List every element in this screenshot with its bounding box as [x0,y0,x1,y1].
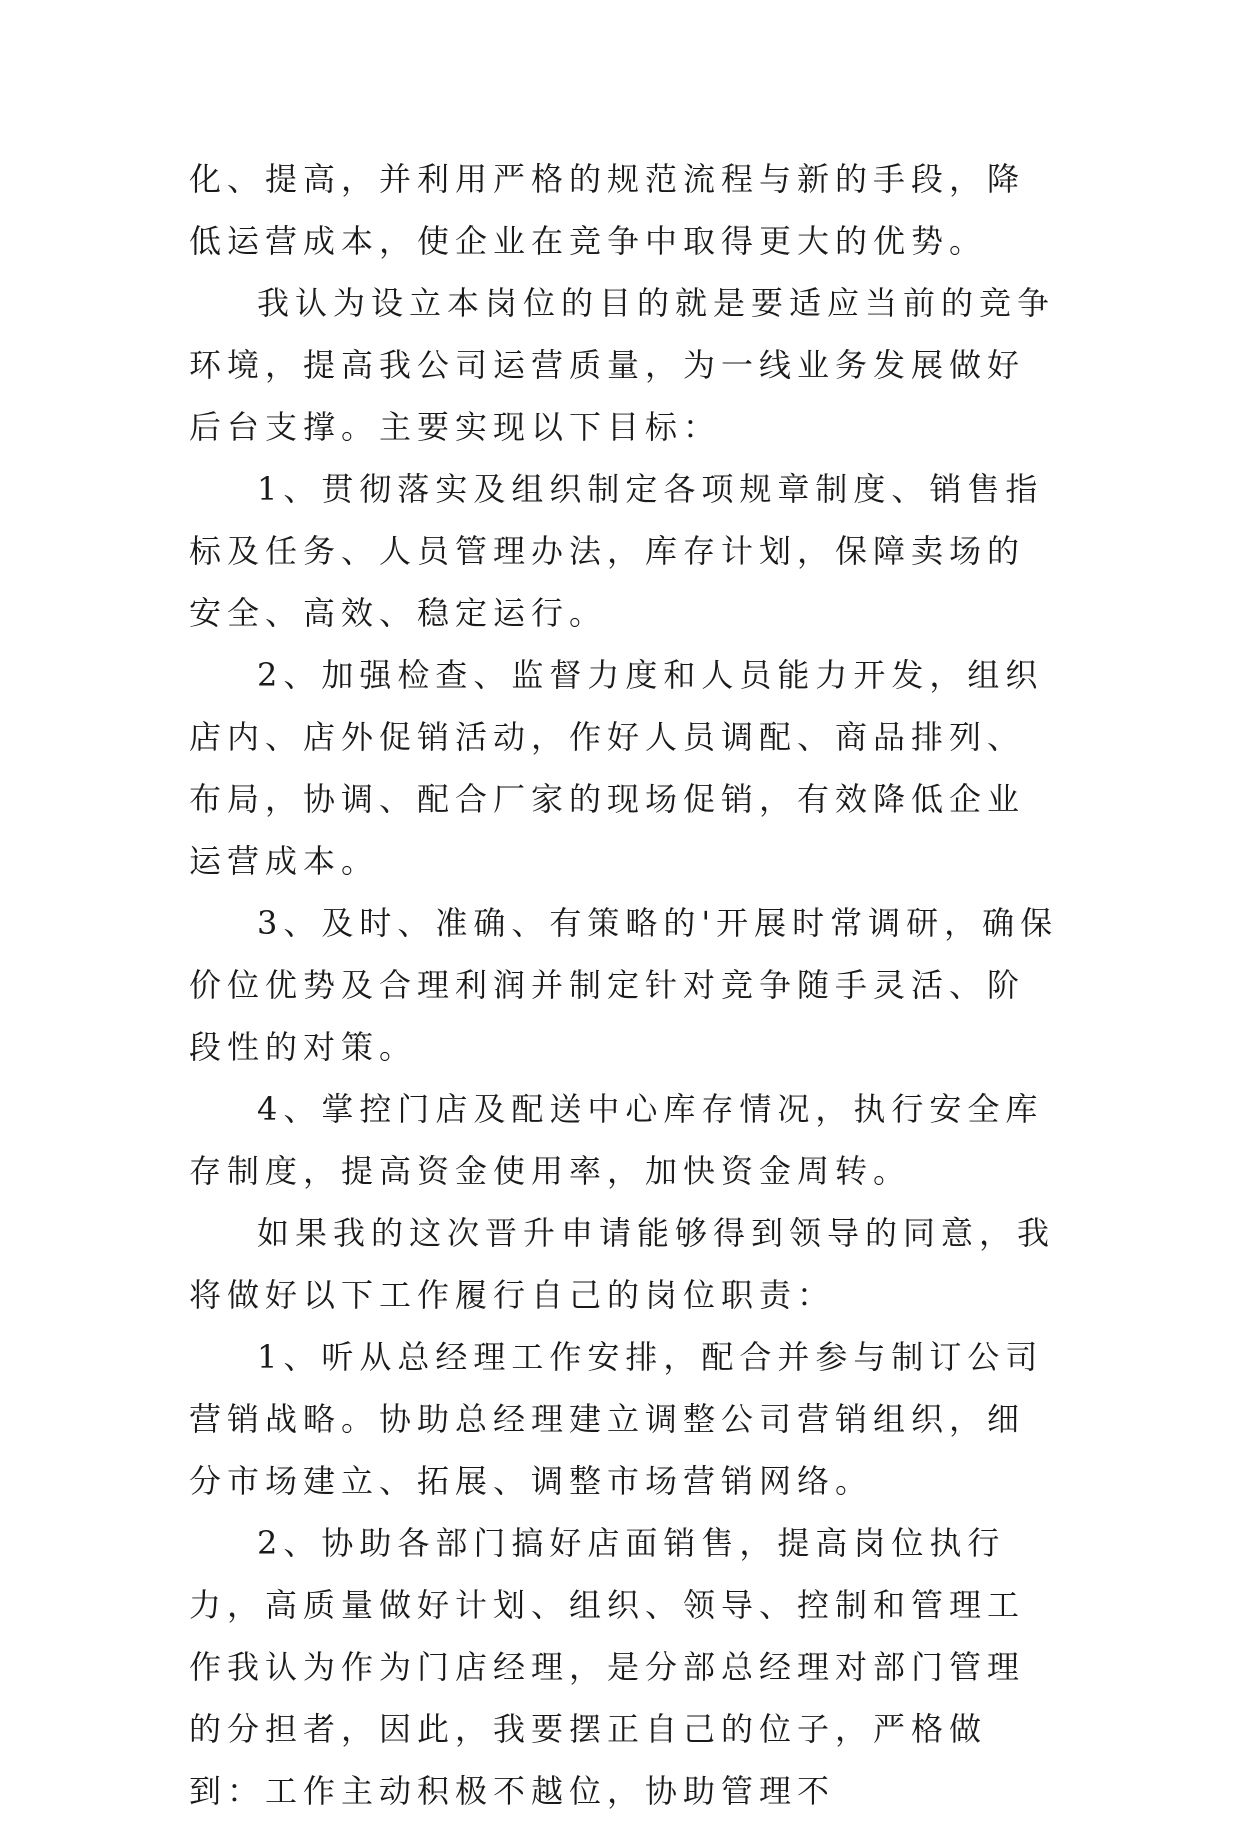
paragraph-2: 我认为设立本岗位的目的就是要适应当前的竞争环境，提高我公司运营质量，为一线业务发展做好后台支撑。主要实现以下目标： [189,284,1056,446]
paragraph-5: 3、及时、准确、有策略的'开展时常调研，确保价位优势及合理利润并制定针对竞争随手灵活、阶段性的对策。 [189,904,1059,1066]
paragraph-9: 2、协助各部门搞好店面销售，提高岗位执行力，高质量做好计划、组织、领导、控制和管理工作我认为作为门店经理，是分部总经理对部门管理的分担者，因此，我要摆正自己的位子，严格做到：工作主动积极不越位，协助管理不 [189,1524,1026,1810]
paragraph-1: 化、提高，并利用严格的规范流程与新的手段，降低运营成本，使企业在竞争中取得更大的优势。 [189,160,1026,260]
paragraph-4: 2、加强检查、监督力度和人员能力开发，组织店内、店外促销活动，作好人员调配、商品排列、布局，协调、配合厂家的现场促销，有效降低企业运营成本。 [189,656,1044,880]
paragraph-7: 如果我的这次晋升申请能够得到领导的同意，我将做好以下工作履行自己的岗位职责： [189,1214,1056,1314]
paragraph-3: 1、贯彻落实及组织制定各项规章制度、销售指标及任务、人员管理办法，库存计划，保障卖场的安全、高效、稳定运行。 [189,470,1044,632]
body-text [189,148,1059,1822]
paragraph-6: 4、掌控门店及配送中心库存情况，执行安全库存制度，提高资金使用率，加快资金周转。 [189,1090,1044,1190]
paragraph-8: 1、听从总经理工作安排，配合并参与制订公司营销战略。协助总经理建立调整公司营销组织，细分市场建立、拓展、调整市场营销网络。 [189,1338,1044,1500]
